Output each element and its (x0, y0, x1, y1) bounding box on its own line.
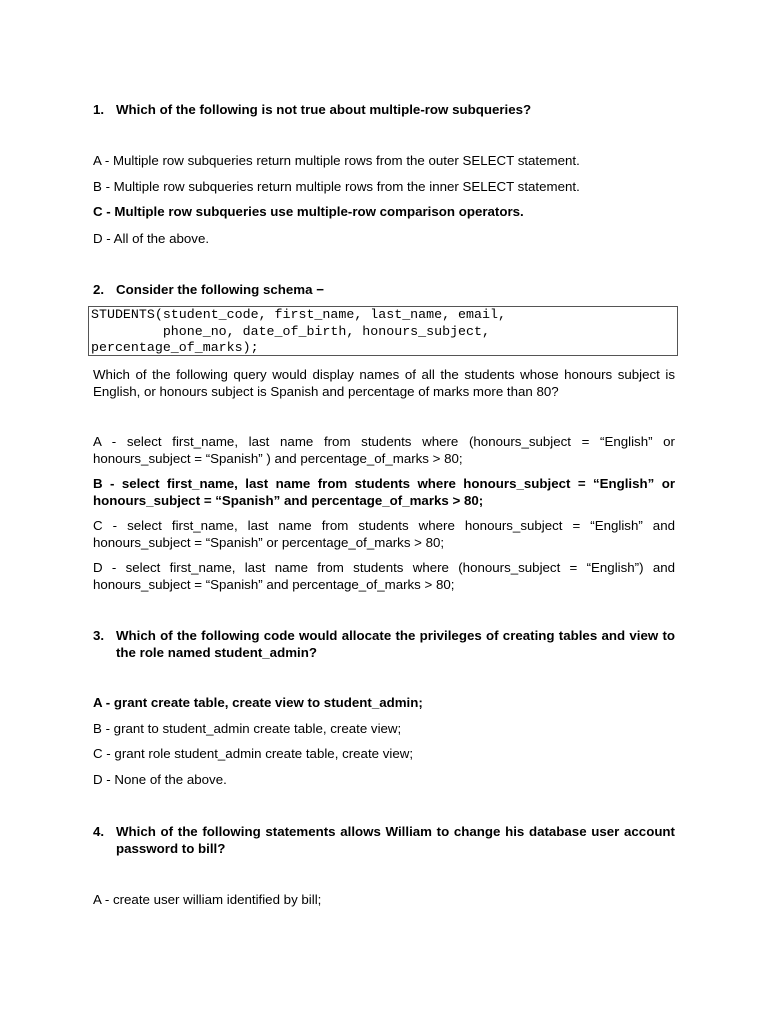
schema-code-block: STUDENTS(student_code, first_name, last_name, email, phone_no, date_of_birth, honours_subject, percentage_of_marks); (88, 306, 678, 356)
question-2-option-d: D - select first_name, last name from students where (honours_subject = “English”) and honours_subject = “Spanish” and percentage_of_marks > 80; (93, 560, 675, 592)
question-2-title (93, 281, 675, 298)
question-1-title (93, 101, 675, 118)
question-text: Which of the following code would allocate the privileges of creating tables and view to the role named student_admin? (116, 628, 675, 660)
question-3-title (93, 627, 675, 661)
question-1-option-c: C - Multiple row subqueries use multiple-row comparison operators. (93, 204, 524, 219)
question-text: Which of the following statements allows William to change his database user account password to bill? (116, 824, 675, 856)
question-1-option-a: A - Multiple row subqueries return multiple rows from the outer SELECT statement. (93, 153, 580, 168)
question-number: 1. (93, 102, 105, 117)
question-1-option-b: B - Multiple row subqueries return multiple rows from the inner SELECT statement. (93, 179, 580, 194)
question-number: 4. (93, 824, 105, 839)
question-number: 2. (93, 282, 105, 297)
question-3-option-c: C - grant role student_admin create table, create view; (93, 746, 414, 761)
question-4-title (93, 823, 675, 857)
question-3-option-a: A - grant create table, create view to student_admin; (93, 695, 423, 710)
question-3-option-b: B - grant to student_admin create table, create view; (93, 721, 402, 736)
question-number: 3. (93, 628, 105, 643)
question-2-option-a: A - select first_name, last name from students where (honours_subject = “English” or honours_subject = “Spanish” ) and percentage_of_marks > 80; (93, 434, 675, 466)
question-text: Which of the following is not true about multiple-row subqueries? (116, 102, 532, 117)
question-2-prompt: Which of the following query would display names of all the students whose honours subject is English, or honours subject is Spanish and percentage of marks more than 80? (93, 367, 675, 399)
question-1-option-d: D - All of the above. (93, 231, 210, 246)
question-2-option-b: B - select first_name, last name from students where honours_subject = “English” or honours_subject = “Spanish” and percentage_of_marks > 80; (93, 476, 675, 508)
question-4-option-a: A - create user william identified by bill; (93, 892, 322, 907)
question-3-option-d: D - None of the above. (93, 772, 227, 787)
question-2-option-c: C - select first_name, last name from students where honours_subject = “English” and honours_subject = “Spanish” or percentage_of_marks > 80; (93, 518, 675, 550)
question-text: Consider the following schema − (116, 282, 324, 297)
